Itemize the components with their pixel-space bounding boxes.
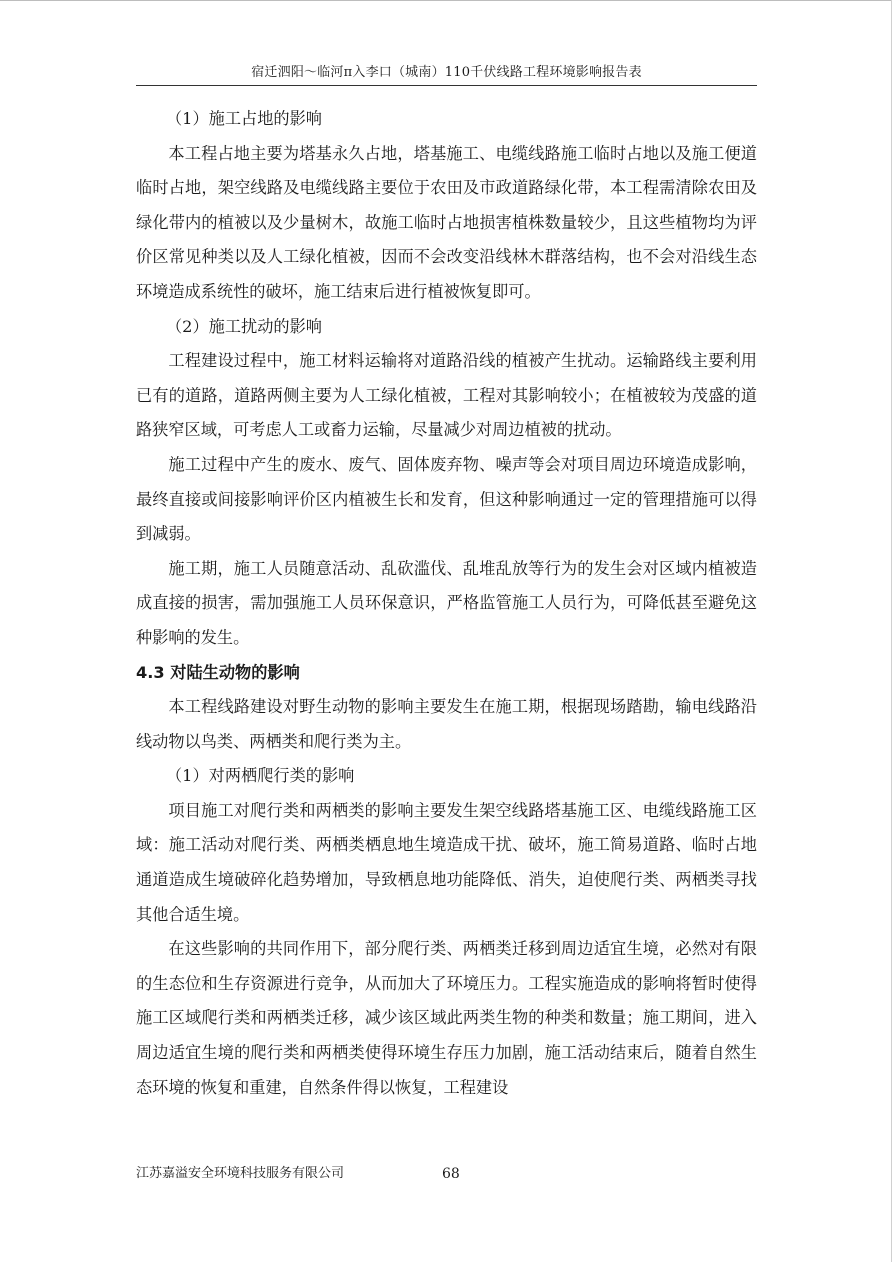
paragraph-transport-disturbance: 工程建设过程中，施工材料运输将对道路沿线的植被产生扰动。运输路线主要利用已有的道路，道路两侧主要为人工绿化植被，工程对其影响较小；在植被较为茂盛的道路狭窄区域，可考虑人工或畜力运输，尽量减少对周边植被的扰动。 [136, 351, 757, 440]
header-title: 宿迁泗阳～临河π入李口（城南）110千伏线路工程环境影响报告表 [251, 65, 642, 80]
document-body [136, 102, 757, 1105]
paragraph-migration-pressure: 在这些影响的共同作用下，部分爬行类、两栖类迁移到周边适宜生境，必然对有限的生态位和生存资源进行竞争，从而加大了环境压力。工程实施造成的影响将暂时使得施工区域爬行类和两栖类迁移，减少该区域此两类生物的种类和数量；施工期间，进入周边适宜生境的爬行类和两栖类使得环境生存压力加剧，施工活动结束后，随着自然生态环境的恢复和重建，自然条件得以恢复，工程建设 [136, 939, 757, 1097]
footer-company-name: 江苏嘉溢安全环境科技服务有限公司 [136, 1166, 345, 1181]
paragraph-waste-impact: 施工过程中产生的废水、废气、固体废弃物、噪声等会对项目周边环境造成影响，最终直接或间接影响评价区内植被生长和发育，但这种影响通过一定的管理措施可以得到减弱。 [136, 454, 757, 544]
paragraph-wildlife-overview: 本工程线路建设对野生动物的影响主要发生在施工期，根据现场踏勘，输电线路沿线动物以鸟类、两栖类和爬行类为主。 [136, 697, 757, 751]
page-header [136, 63, 757, 86]
subheading-construction-disturbance: （2）施工扰动的影响 [166, 316, 322, 336]
section-heading-terrestrial-animals: 4.3 对陆生动物的影响 [136, 662, 300, 682]
subheading-construction-land: （1）施工占地的影响 [166, 109, 322, 128]
paragraph-land-occupation: 本工程占地主要为塔基永久占地，塔基施工、电缆线路施工临时占地以及施工便道临时占地，架空线路及电缆线路主要位于农田及市政道路绿化带，本工程需清除农田及绿化带内的植被以及少量树木，故施工临时占地损害植株数量较少，且这些植物均为评价区常见种类以及人工绿化植被，因而不会改变沿线林木群落结构，也不会对沿线生态环境造成系统性的破坏，施工结束后进行植被恢复即可。 [136, 143, 757, 301]
page-top-edge [0, 0, 892, 1]
paragraph-worker-behavior: 施工期，施工人员随意活动、乱砍滥伐、乱堆乱放等行为的发生会对区域内植被造成直接的损害，需加强施工人员环保意识，严格监管施工人员行为，可降低甚至避免这种影响的发生。 [136, 558, 757, 647]
page-footer [136, 1164, 757, 1184]
subheading-amphibians-reptiles: （1）对两栖爬行类的影响 [166, 766, 355, 786]
page-number: 68 [442, 1166, 460, 1182]
paragraph-habitat-disturbance: 项目施工对爬行类和两栖类的影响主要发生架空线路塔基施工区、电缆线路施工区域：施工活动对爬行类、两栖类栖息地生境造成干扰、破坏，施工简易道路、临时占地通道造成生境破碎化趋势增加，导致栖息地功能降低、消失，迫使爬行类、两栖类寻找其他合适生境。 [136, 800, 757, 924]
